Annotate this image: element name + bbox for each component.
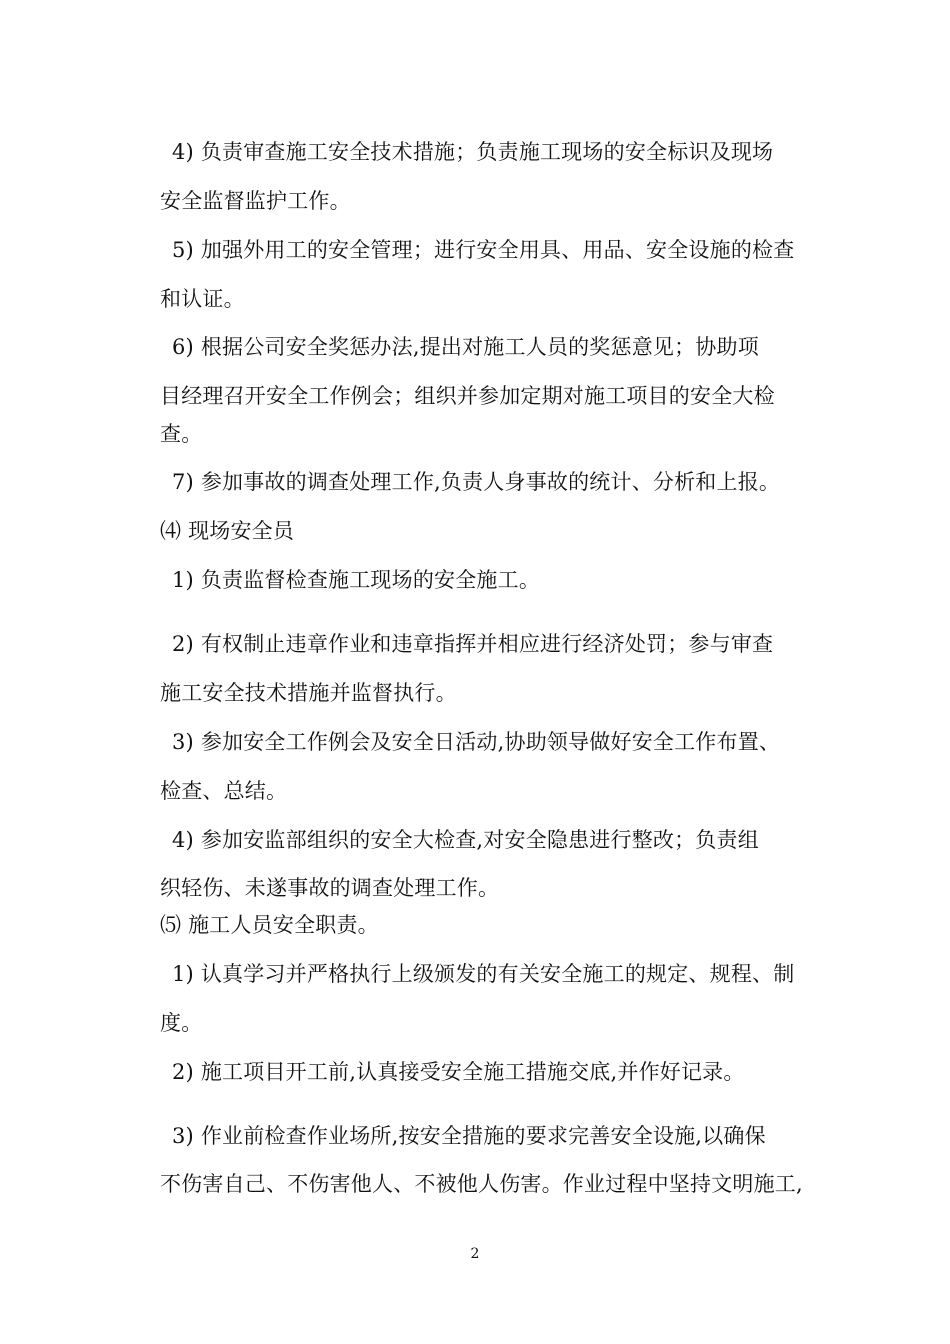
para-9-line-1: 4) 参加安监部组织的安全大检查,对安全隐患进行整改；负责组 [172, 828, 759, 852]
para-1-line-1: 4) 负责审查施工安全技术措施；负责施工现场的安全标识及现场 [172, 140, 774, 164]
para-11-line-2: 度。 [160, 1011, 203, 1035]
para-7-line-1: 2) 有权制止违章作业和违章指挥并相应进行经济处罚；参与审查 [172, 632, 774, 656]
para-4-line-1: 7) 参加事故的调查处理工作,负责人身事故的统计、分析和上报。 [172, 470, 781, 494]
section-heading-5: ⑸ 施工人员安全职责。 [160, 913, 379, 937]
para-8-line-1: 3) 参加安全工作例会及安全日活动,协助领导做好安全工作布置、 [172, 730, 781, 754]
para-11-line-1: 1) 认真学习并严格执行上级颁发的有关安全施工的规定、规程、制 [172, 962, 795, 986]
para-9-line-2: 织轻伤、未遂事故的调查处理工作。 [160, 876, 500, 900]
para-1-line-2: 安全监督监护工作。 [160, 189, 351, 213]
para-8-line-2: 检查、总结。 [160, 779, 288, 803]
para-13-line-2: 不伤害自己、不伤害他人、不被他人伤害。作业过程中坚持文明施工, [160, 1172, 803, 1196]
para-6-line-1: 1) 负责监督检查施工现场的安全施工。 [172, 568, 541, 592]
para-7-line-2: 施工安全技术措施并监督执行。 [160, 681, 457, 705]
para-2-line-2: 和认证。 [160, 287, 245, 311]
para-3-line-1: 6) 根据公司安全奖惩办法,提出对施工人员的奖惩意见；协助项 [172, 335, 759, 359]
para-2-line-1: 5) 加强外用工的安全管理；进行安全用具、用品、安全设施的检查 [172, 238, 795, 262]
para-3-line-2: 目经理召开安全工作例会；组织并参加定期对施工项目的安全大检 [160, 384, 775, 408]
para-3-line-3: 查。 [160, 422, 203, 446]
para-12-line-1: 2) 施工项目开工前,认真接受安全施工措施交底,并作好记录。 [172, 1060, 745, 1084]
page-number: 2 [470, 1246, 480, 1262]
para-13-line-1: 3) 作业前检查作业场所,按安全措施的要求完善安全设施,以确保 [172, 1124, 766, 1148]
section-heading-4: ⑷ 现场安全员 [160, 519, 295, 543]
